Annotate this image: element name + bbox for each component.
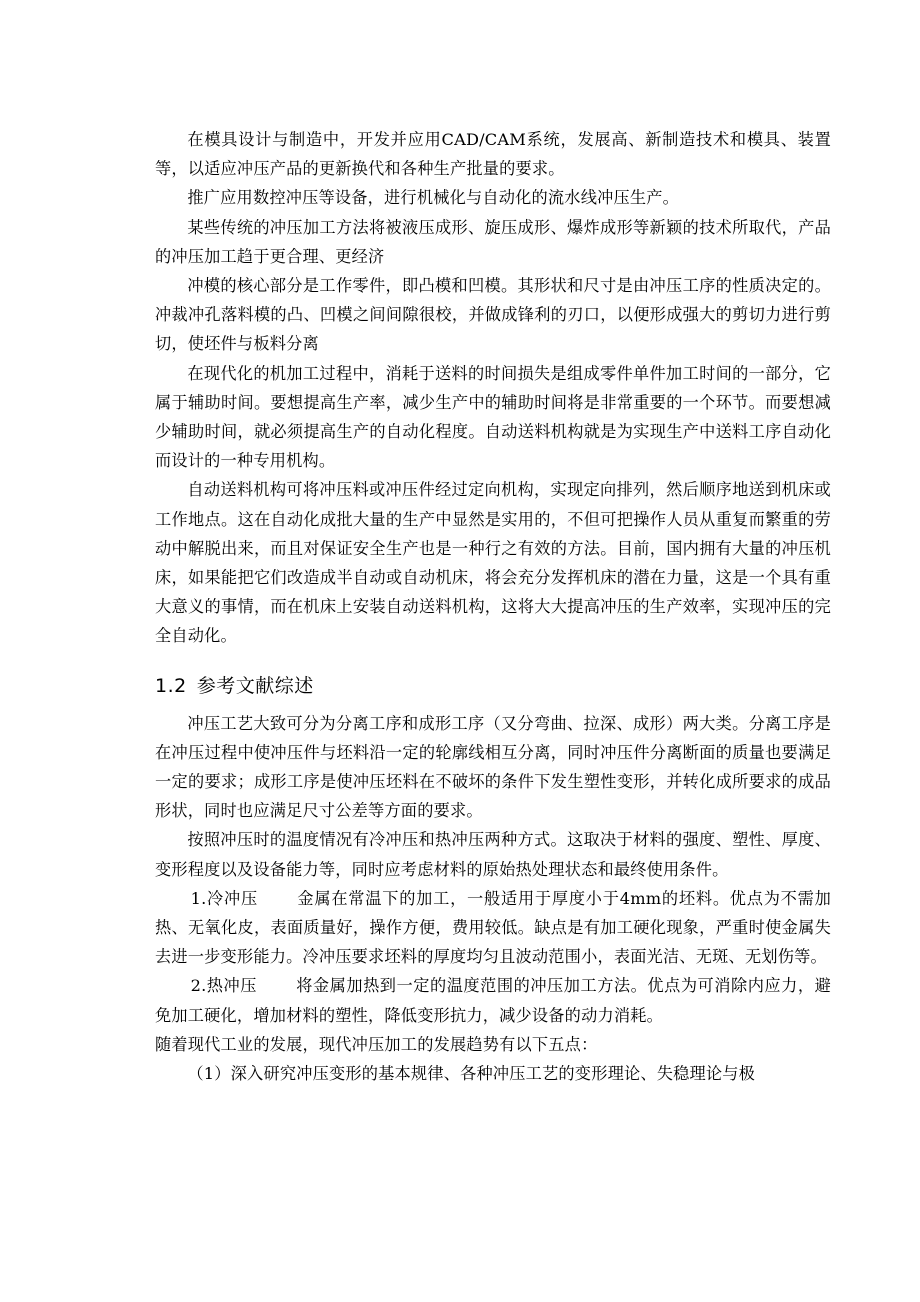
hot-stamping-text: 将金属加热到一定的温度范围的冲压加工方法。优点为可消除内应力，避免加工硬化，增加材料的塑性，降低变形抗力，减少设备的动力消耗。 bbox=[155, 976, 831, 1025]
hot-stamping-label: 2.热冲压 bbox=[190, 976, 257, 996]
paragraph-new-forming: 某些传统的冲压加工方法将被液压成形、旋压成形、爆炸成形等新颖的技术所取代，产品的冲压加工趋于更合理、更经济 bbox=[155, 217, 831, 266]
section-title: 参考文献综述 bbox=[196, 674, 314, 697]
section-heading bbox=[155, 671, 831, 701]
paragraph-cad-cam: 在模具设计与制造中，开发并应用CAD/CAM系统，发展高、新制造技术和模具、装置等，以适应冲压产品的更新换代和各种生产批量的要求。 bbox=[155, 130, 831, 179]
paragraph-trend-intro: 随着现代工业的发展，现代冲压加工的发展趋势有以下五点： bbox=[155, 1034, 598, 1054]
paragraph-trend-1: （1）深入研究冲压变形的基本规律、各种冲压工艺的变形理论、失稳理论与极 bbox=[187, 1064, 756, 1084]
paragraph-cold-stamping bbox=[155, 884, 831, 972]
paragraph-auxiliary-time: 在现代化的机加工过程中，消耗于送料的时间损失是组成零件单件加工时间的一部分，它属于辅助时间。要想提高生产率，减少生产中的辅助时间将是非常重要的一个环节。而要想减少辅助时间，就必须提高生产的自动化程度。自动送料机构就是为实现生产中送料工序自动化而设计的一种专用机构。 bbox=[155, 363, 831, 471]
cold-stamping-text: 金属在常温下的加工，一般适用于厚度小于4mm的坯料。优点为不需加热、无氧化皮，表面质量好，操作方便，费用较低。缺点是有加工硬化现象，严重时使金属失去进一步变形能力。冷冲压要求坯料的厚度均匀且波动范围小，表面光洁、无斑、无划伤等。 bbox=[155, 888, 831, 967]
paragraph-process-types: 冲压工艺大致可分为分离工序和成形工序（又分弯曲、拉深、成形）两大类。分离工序是在冲压过程中使冲压件与坯料沿一定的轮廓线相互分离，同时冲压件分离断面的质量也要满足一定的要求；成形工序是使冲压坯料在不破坏的条件下发生塑性变形，并转化成所要求的成品形状，同时也应满足尺寸公差等方面的要求。 bbox=[155, 713, 831, 821]
section-number: 1.2 bbox=[155, 674, 187, 697]
paragraph-temperature: 按照冲压时的温度情况有冷冲压和热冲压两种方式。这取决于材料的强度、塑性、厚度、变形程度以及设备能力等，同时应考虑材料的原始热处理状态和最终使用条件。 bbox=[155, 830, 831, 879]
paragraph-die-core: 冲模的核心部分是工作零件，即凸模和凹模。其形状和尺寸是由冲压工序的性质决定的。冲裁冲孔落料模的凸、凹模之间间隙很校，并做成锋利的刃口，以便形成强大的剪切力进行剪切，使坯件与板料分离 bbox=[155, 276, 831, 354]
paragraph-hot-stamping bbox=[155, 971, 831, 1029]
cold-stamping-label: 1.冷冲压 bbox=[190, 888, 258, 908]
paragraph-cnc-press: 推广应用数控冲压等设备，进行机械化与自动化的流水线冲压生产。 bbox=[187, 188, 680, 208]
document-body bbox=[155, 125, 831, 1088]
paragraph-auto-feeder: 自动送料机构可将冲压料或冲压件经过定向机构，实现定向排列，然后顺序地送到机床或工作地点。这在自动化成批大量的生产中显然是实用的，不但可把操作人员从重复而繁重的劳动中解脱出来，而且对保证安全生产也是一种行之有效的方法。目前，国内拥有大量的冲压机床，如果能把它们改造成半自动或自动机床，将会充分发挥机床的潜在力量，这是一个具有重大意义的事情，而在机床上安装自动送料机构，这将大大提高冲压的生产效率，实现冲压的完全自动化。 bbox=[155, 480, 831, 646]
